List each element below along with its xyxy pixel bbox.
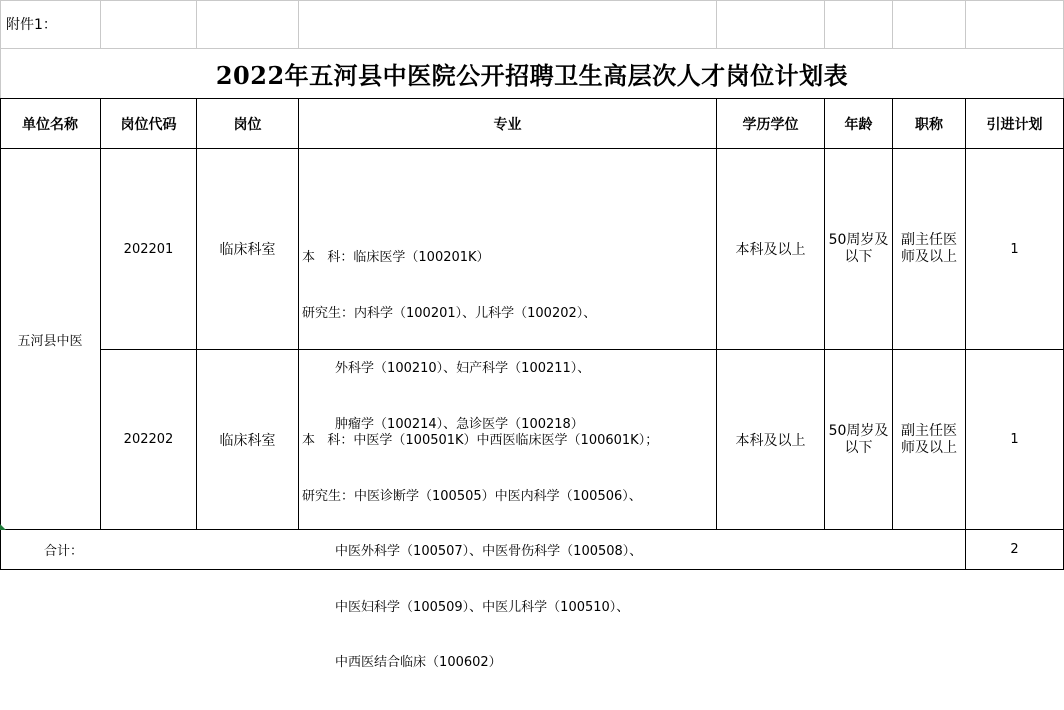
row2-age-line: 以下 (844, 439, 873, 456)
row1-plan[interactable]: 1 (1010, 241, 1019, 257)
header-major[interactable]: 专业 (493, 116, 522, 133)
header-post[interactable]: 岗位 (233, 116, 262, 133)
grid-line (892, 0, 893, 48)
row1-post[interactable]: 临床科室 (219, 242, 276, 258)
row1-code[interactable]: 202201 (123, 241, 174, 257)
row1-age-line: 以下 (844, 249, 873, 265)
row2-major-line: 中西医结合临床（100602） (302, 655, 502, 670)
row2-age[interactable] (825, 350, 892, 529)
header-age[interactable]: 年龄 (844, 116, 873, 133)
row1-age-line: 50周岁及 (828, 232, 889, 248)
row2-rank-line: 副主任医 (901, 422, 957, 439)
header-education[interactable]: 学历学位 (742, 116, 799, 133)
grid-line (965, 0, 966, 48)
header-title-rank[interactable]: 职称 (915, 116, 943, 133)
row1-major-cell[interactable] (299, 149, 716, 432)
row2-major-line: 中医妇科学（100509）、中医儿科学（100510）、 (302, 599, 630, 615)
unit-name-cell[interactable]: 五河县中医 (17, 333, 83, 349)
row2-major-line: 研究生：中医诊断学（100505）中医内科学（100506）、 (302, 488, 642, 504)
row1-major-line: 研究生：内科学（100201）、儿科学（100202）、 (302, 305, 597, 321)
table-title[interactable]: 2022年五河县中医院公开招聘卫生高层次人才岗位计划表 (215, 61, 849, 90)
row1-major-line: 本 科：临床医学（100201K） (302, 250, 490, 265)
row2-rank[interactable] (893, 350, 965, 529)
row1-rank-line: 师及以上 (901, 249, 957, 265)
row1-rank[interactable] (893, 149, 965, 349)
total-value[interactable]: 2 (1010, 542, 1019, 557)
grid-line (298, 0, 299, 48)
row1-education[interactable]: 本科及以上 (735, 242, 806, 258)
row2-age-line: 50周岁及 (828, 422, 889, 439)
grid-line (0, 0, 1064, 1)
grid-line (100, 0, 101, 48)
total-label[interactable]: 合计： (44, 544, 84, 559)
cell-comment-marker (0, 524, 6, 530)
row2-rank-line: 师及以上 (901, 439, 957, 456)
grid-line (716, 0, 717, 48)
row2-post[interactable]: 临床科室 (219, 432, 276, 449)
header-code[interactable]: 岗位代码 (120, 116, 177, 133)
row1-major-line: 外科学（100210）、妇产科学（100211）、 (302, 361, 591, 376)
header-plan[interactable]: 引进计划 (986, 116, 1043, 133)
row2-major-line: 本 科：中医学（100501K）中西医临床医学（100601K）； (302, 433, 659, 448)
row2-plan[interactable]: 1 (1010, 432, 1019, 447)
row2-major-cell[interactable] (299, 350, 716, 670)
grid-line (196, 0, 197, 48)
row2-education[interactable]: 本科及以上 (735, 432, 806, 449)
row1-age[interactable] (825, 149, 892, 349)
header-unit[interactable]: 单位名称 (22, 116, 78, 133)
attachment-label[interactable]: 附件1： (6, 17, 57, 33)
row1-rank-line: 副主任医 (901, 232, 957, 248)
grid-line (824, 0, 825, 48)
row2-code[interactable]: 202202 (123, 432, 174, 447)
row1-major-line: 肿瘤学（100214）、急诊医学（100218） (302, 416, 584, 432)
row2-major-line: 中医外科学（100507）、中医骨伤科学（100508）、 (302, 544, 643, 559)
